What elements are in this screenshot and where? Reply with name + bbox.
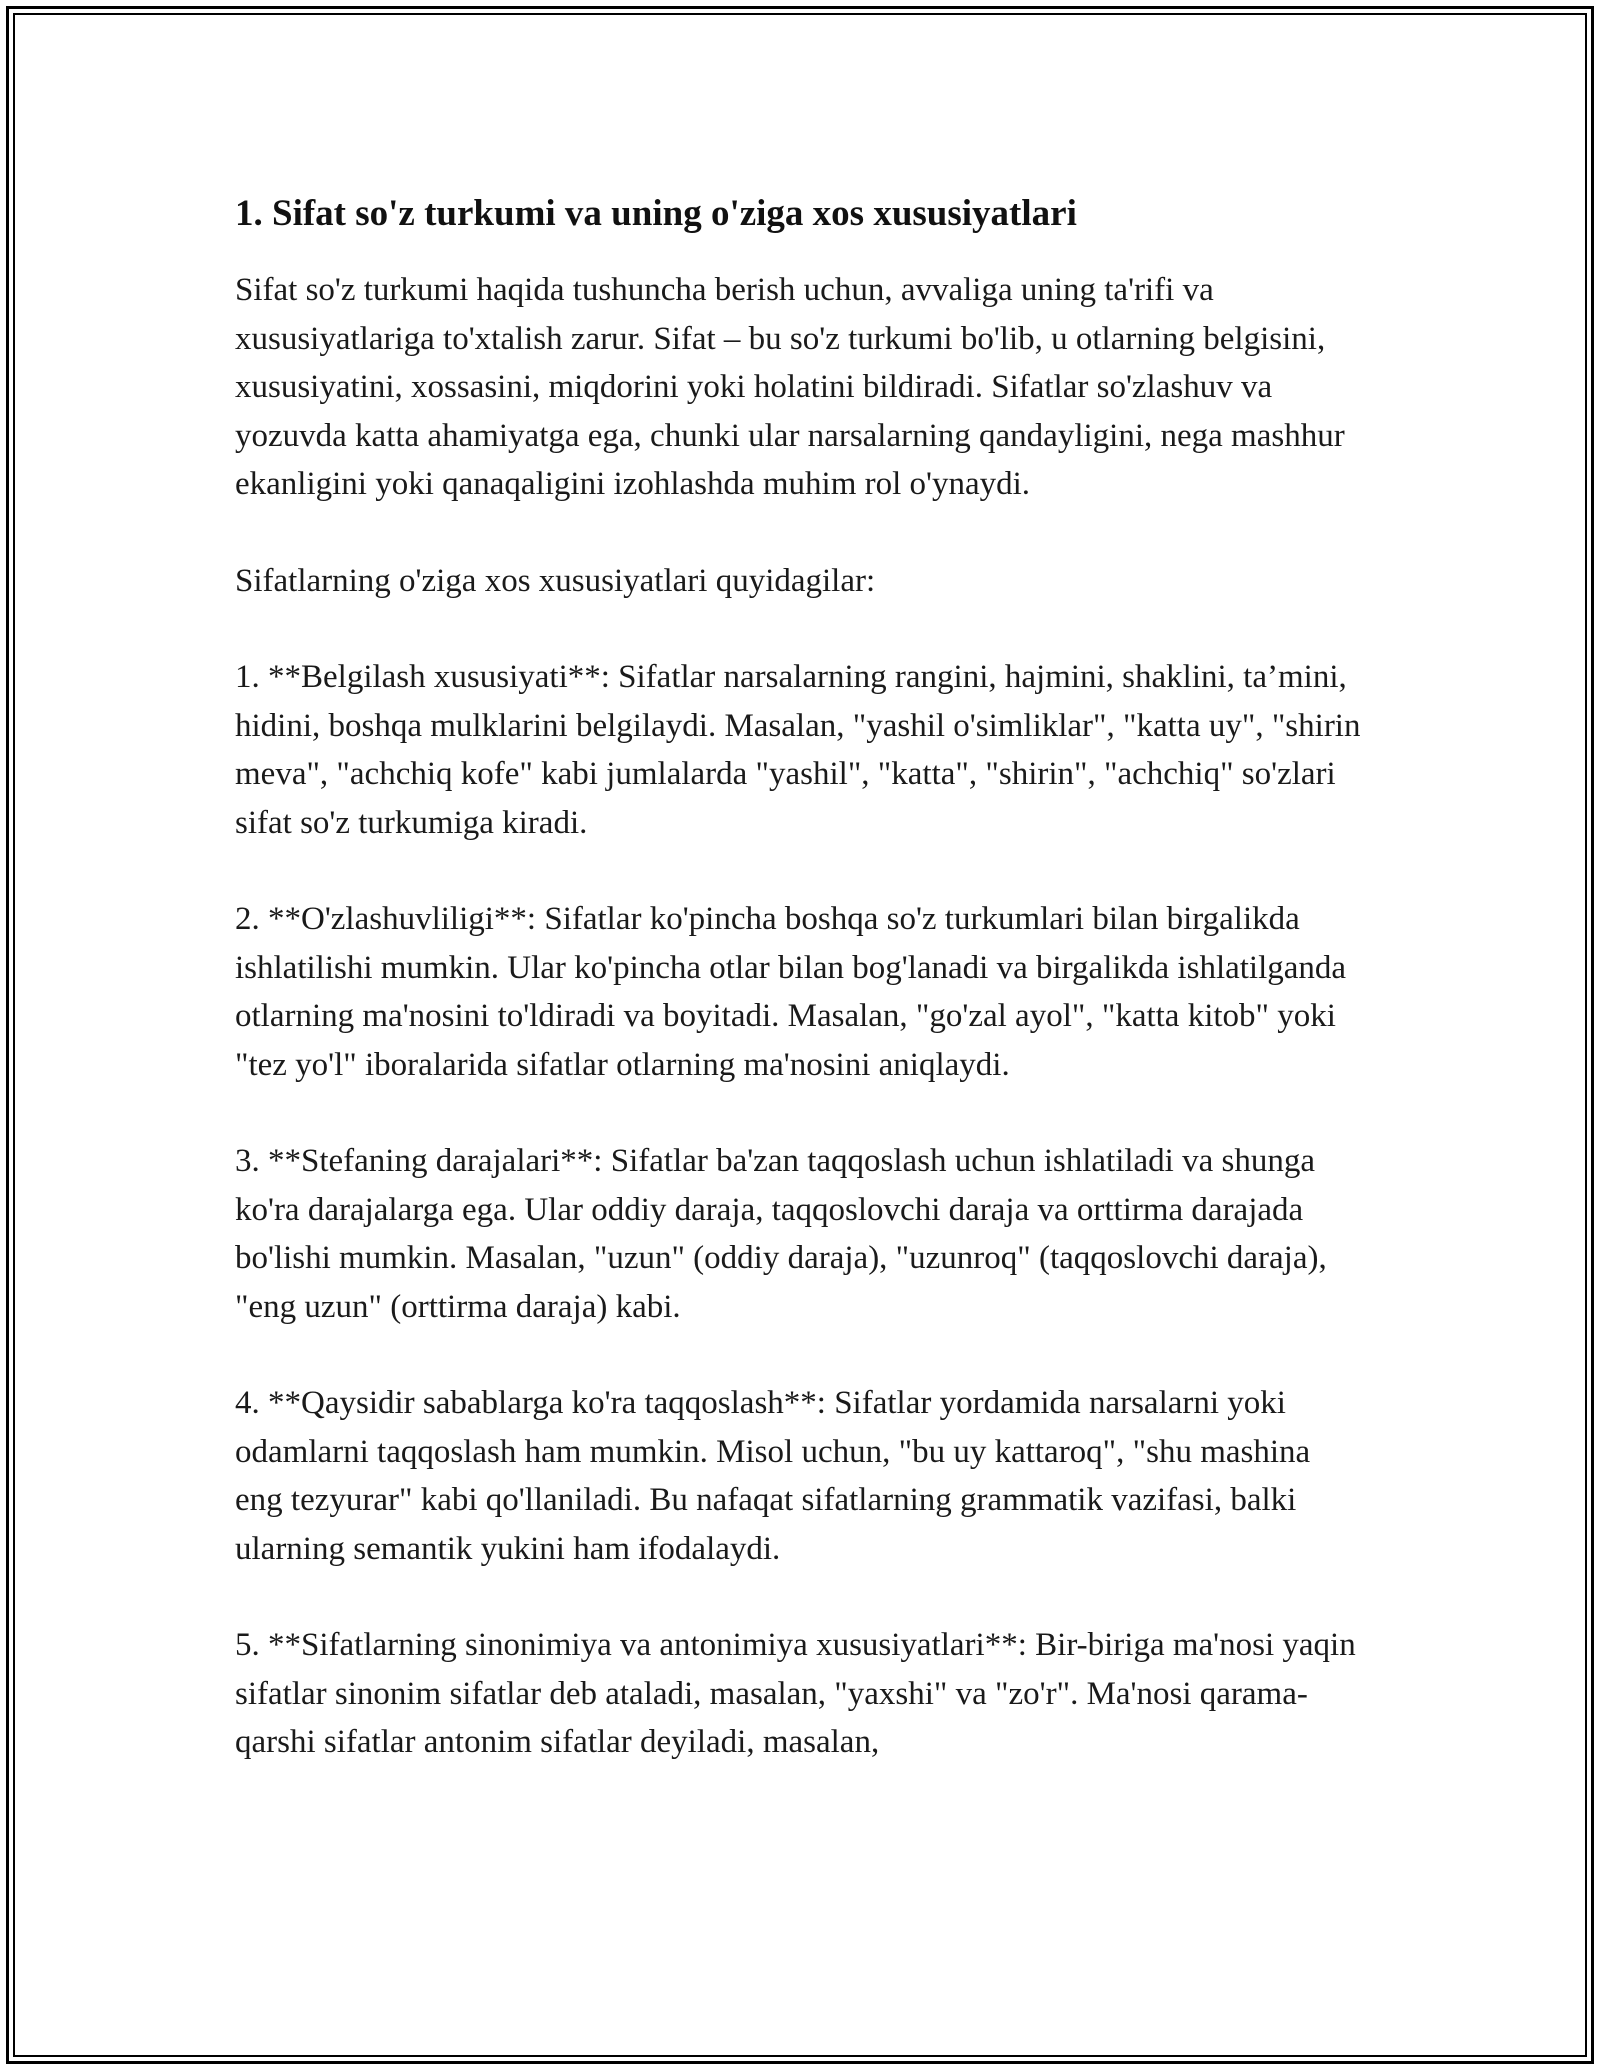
- paragraph-item-4: 4. **Qaysidir sabablarga ko'ra taqqoslash**: Sifatlar yordamida narsalarni yoki odamlarni taqqoslash ham mumkin. Misol uchun, "bu uy kattaroq", "shu mashina eng tezyurar" kabi qo'llaniladi. Bu nafaqat sifatlarning grammatik vazifasi, balki ularning semantik yukini ham ifodalaydi.: [235, 1385, 1311, 1567]
- page-title: 1. Sifat so'z turkumi va uning o'ziga xos xususiyatlari: [235, 193, 1077, 234]
- paragraph-item-5: 5. **Sifatlarning sinonimiya va antonimiya xususiyatlari**: Bir-biriga ma'nosi yaqin sifatlar sinonim sifatlar deb ataladi, masalan, "yaxshi" va "zo'r". Ma'nosi qarama-qarshi sifatlar antonim sifatlar deyiladi, masalan,: [235, 1627, 1356, 1760]
- paragraph-item-3: 3. **Stefaning darajalari**: Sifatlar ba'zan taqqoslash uchun ishlatiladi va shunga ko'ra darajalarga ega. Ular oddiy daraja, taqqoslovchi daraja va orttirma darajada bo'lishi mumkin. Masalan, "uzun" (oddiy daraja), "uzunroq" (taqqoslovchi daraja), "eng uzun" (orttirma daraja) kabi.: [235, 1143, 1327, 1325]
- paragraph-list-lead: Sifatlarning o'ziga xos xususiyatlari quyidagilar:: [235, 562, 876, 599]
- paragraph-item-1: 1. **Belgilash xususiyati**: Sifatlar narsalarning rangini, hajmini, shaklini, ta’mini, hidini, boshqa mulklarini belgilaydi. Masalan, "yashil o'simliklar", "katta uy", "shirin meva", "achchiq kofe" kabi jumlalarda "yashil", "katta", "shirin", "achchiq" so'zlari sifat so'z turkumiga kiradi.: [235, 659, 1361, 841]
- paragraph-item-2: 2. **O'zlashuvliligi**: Sifatlar ko'pincha boshqa so'z turkumlari bilan birgalikda ishlatilishi mumkin. Ular ko'pincha otlar bilan bog'lanadi va birgalikda ishlatilganda otlarning ma'nosini to'ldiradi va boyitadi. Masalan, "go'zal ayol", "katta kitob" yoki "tez yo'l" iboralarida sifatlar otlarning ma'nosini aniqlaydi.: [235, 901, 1347, 1083]
- paragraph-intro: Sifat so'z turkumi haqida tushuncha berish uchun, avvaliga uning ta'rifi va xususiyatlariga to'xtalish zarur. Sifat – bu so'z turkumi bo'lib, u otlarning belgisini, xususiyatini, xossasini, miqdorini yoki holatini bildiradi. Sifatlar so'zlashuv va yozuvda katta ahamiyatga ega, chunki ular narsalarning qandayligini, nega mashhur ekanligini yoki qanaqaligini izohlashda muhim rol o'ynaydi.: [235, 272, 1345, 502]
- document-body: [235, 190, 1365, 1815]
